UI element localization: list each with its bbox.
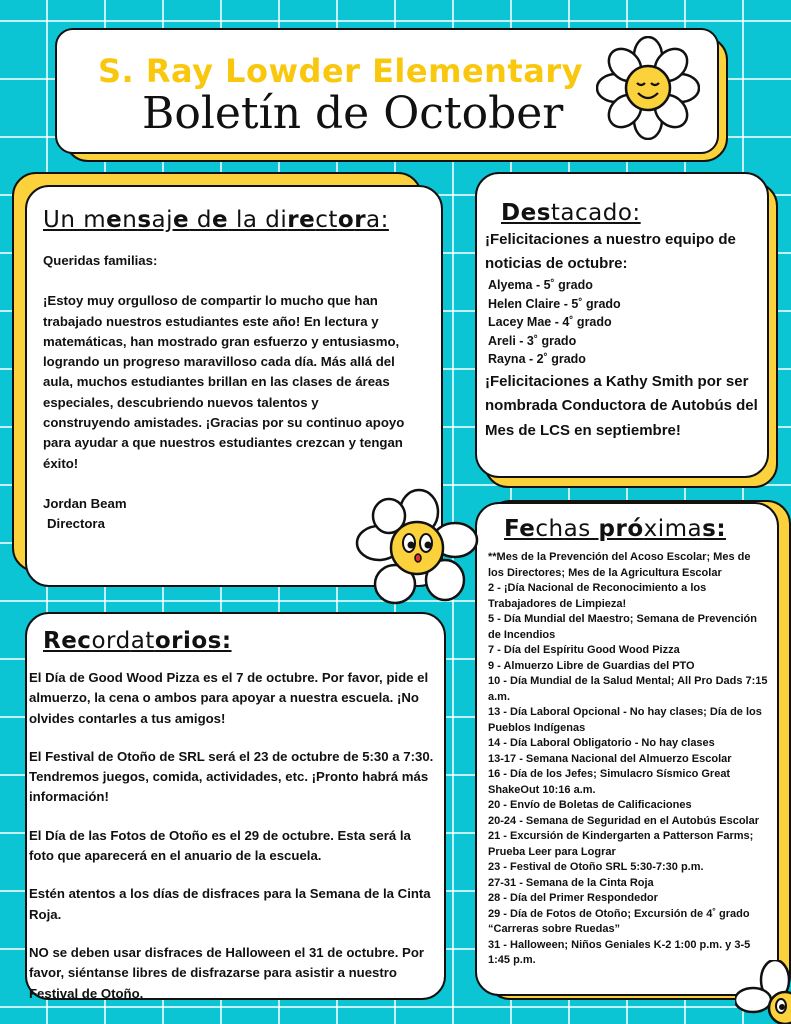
event-item: 13 - Día Laboral Opcional - No hay clases; Día de los Pueblos Indígenas bbox=[488, 706, 762, 734]
greeting: Queridas familias: bbox=[43, 253, 158, 268]
signature-title: Directora bbox=[47, 516, 105, 532]
reminder-paragraph: El Festival de Otoño de SRL será el 23 de octubre de 5:30 a 7:30. Tendremos juegos, comida, actividades, etc. ¡Pronto habrá más información! bbox=[29, 748, 434, 805]
student-item: Rayna - 2˚ grado bbox=[488, 352, 586, 366]
events-list bbox=[488, 550, 769, 969]
event-item: 7 - Día del Espíritu Good Wood Pizza bbox=[488, 644, 680, 656]
reminders-list bbox=[29, 668, 434, 1004]
event-item: 10 - Día Mundial de la Salud Mental; All Pro Dads 7:15 a.m. bbox=[488, 675, 768, 703]
director-heading: Un mensaje de la directora: bbox=[43, 207, 389, 233]
event-item: 5 - Día Mundial del Maestro; Semana de Prevención de Incendios bbox=[488, 613, 757, 641]
dates-heading: Fechas próximas: bbox=[504, 516, 727, 542]
director-message: ¡Estoy muy orgulloso de compartir lo mucho que han trabajado nuestros estudiantes este año! En lectura y matemáticas, han mostrado gran esfuerzo y entusiasmo, logrando un progreso maravilloso cada día. Más allá del aula, muchos estudiantes brillan en las clases de áreas especiales, descubriendo nuevos talentos y construyendo amistades. ¡Gracias por su continuo apoyo para ayudar a que nuestros estudiantes crezcan y tengan éxito! bbox=[43, 293, 405, 471]
spotlight-card bbox=[475, 172, 769, 478]
spotlight-intro: ¡Felicitaciones a nuestro equipo de noticias de octubre: bbox=[485, 231, 736, 272]
reminder-paragraph: El Día de las Fotos de Otoño es el 29 de octubre. Esta será la foto que aparecerá en el anuario de la escuela. bbox=[29, 827, 411, 864]
partial-flower-icon bbox=[735, 960, 791, 1024]
signature-name: Jordan Beam bbox=[43, 495, 127, 511]
spotlight-heading: Destacado: bbox=[501, 200, 641, 226]
event-item: 20-24 - Semana de Seguridad en el Autobús Escolar bbox=[488, 814, 760, 827]
reminders-heading: Recordatorios: bbox=[43, 628, 232, 654]
event-item: 9 - Almuerzo Libre de Guardias del PTO bbox=[488, 659, 695, 672]
event-item: 2 - ¡Día Nacional de Reconocimiento a los Trabajadores de Limpieza! bbox=[488, 582, 707, 610]
event-item: 28 - Día del Primer Respondedor bbox=[488, 892, 658, 904]
reminder-paragraph: NO se deben usar disfraces de Halloween el 31 de octubre. Por favor, siéntanse libres de disfrazarse para asistir a nuestro Festival de Otoño. bbox=[29, 944, 425, 1001]
event-item: 27-31 - Semana de la Cinta Roja bbox=[488, 876, 654, 889]
student-list bbox=[485, 276, 759, 369]
event-item: 21 - Excursión de Kindergarten a Patterson Farms; Prueba Leer para Lograr bbox=[488, 830, 754, 858]
reminder-paragraph: El Día de Good Wood Pizza es el 7 de octubre. Por favor, pide el almuerzo, la cena o ambos para apoyar a nuestra escuela. ¡No olvides contarles a tus amigos! bbox=[29, 670, 429, 726]
event-item: **Mes de la Prevención del Acoso Escolar; Mes de los Directores; Mes de la Agricultura Escolar bbox=[488, 551, 751, 579]
event-item: 31 - Halloween; Niños Geniales K-2 1:00 p.m. y 3-5 1:45 p.m. bbox=[488, 938, 751, 966]
event-item: 20 - Envío de Boletas de Calificaciones bbox=[488, 799, 692, 811]
surprised-flower-icon bbox=[355, 488, 481, 608]
event-item: 23 - Festival de Otoño SRL 5:30-7:30 p.m. bbox=[488, 861, 704, 873]
dates-card bbox=[475, 502, 779, 996]
student-item: Areli - 3˚ grado bbox=[488, 333, 577, 348]
student-item: Alyema - 5˚ grado bbox=[488, 278, 593, 292]
reminder-paragraph: Estén atentos a los días de disfraces para la Semana de la Cinta Roja. bbox=[29, 886, 431, 922]
reminders-card bbox=[25, 612, 446, 1000]
event-item: 16 - Día de los Jefes; Simulacro Sísmico Great ShakeOut 10:16 a.m. bbox=[488, 768, 731, 796]
event-item: 29 - Día de Fotos de Otoño; Excursión de 4˚ grado “Carreras sobre Ruedas” bbox=[488, 907, 750, 935]
smiling-flower-icon bbox=[596, 36, 700, 140]
student-item: Lacey Mae - 4˚ grado bbox=[488, 315, 612, 329]
school-name: S. Ray Lowder Elementary bbox=[98, 52, 583, 90]
student-item: Helen Claire - 5˚ grado bbox=[488, 296, 621, 311]
bus-driver-congrats: ¡Felicitaciones a Kathy Smith por ser nombrada Conductora de Autobús del Mes de LCS en septiembre! bbox=[485, 372, 758, 439]
event-item: 14 - Día Laboral Obligatorio - No hay clases bbox=[488, 737, 715, 749]
newsletter-title: Boletín de October bbox=[142, 88, 564, 139]
event-item: 13-17 - Semana Nacional del Almuerzo Escolar bbox=[488, 752, 732, 765]
